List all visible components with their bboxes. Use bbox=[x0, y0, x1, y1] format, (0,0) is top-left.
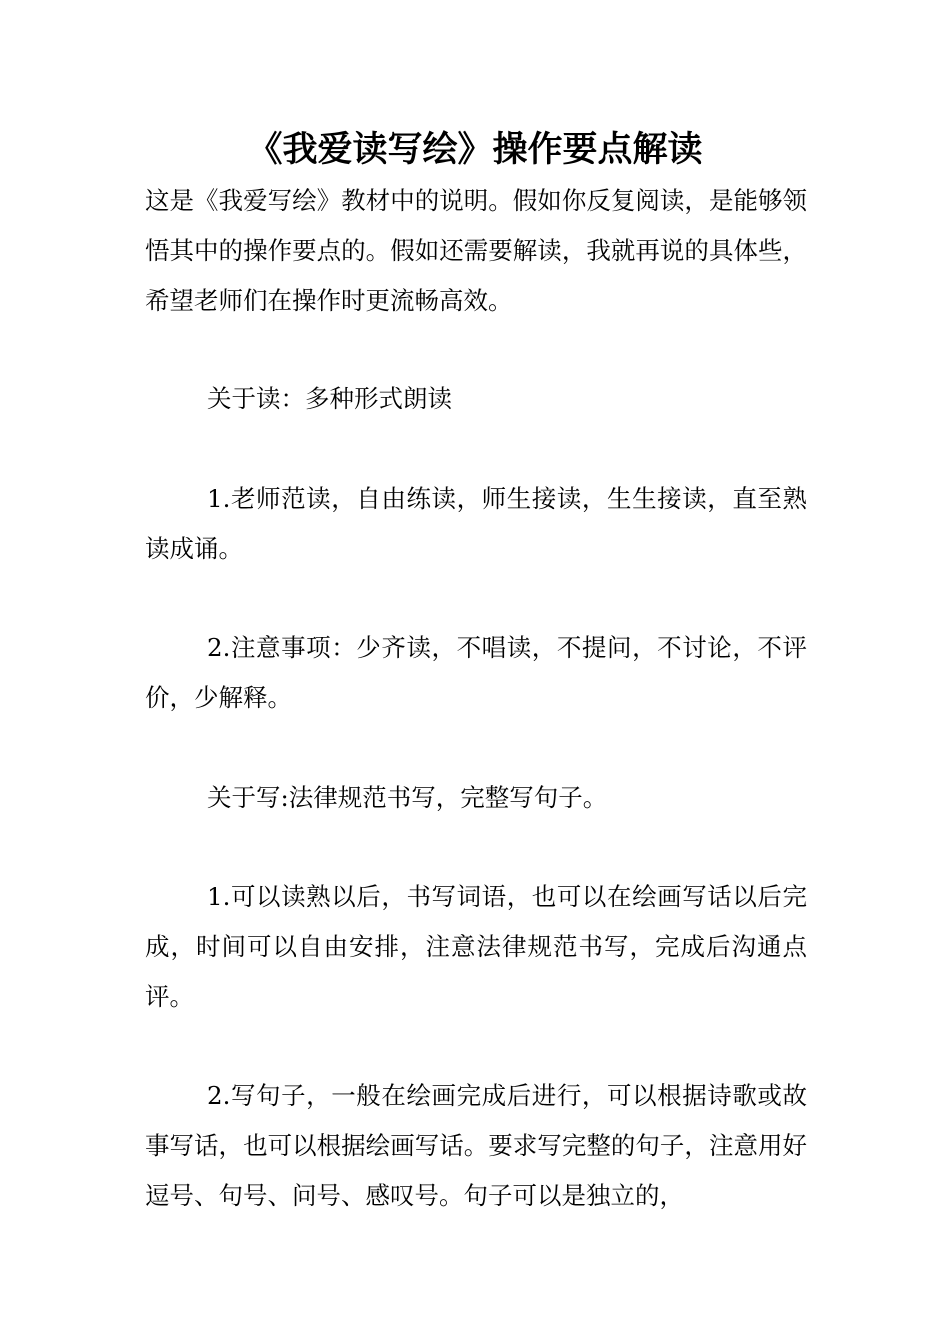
writing-item-2: 2.写句子，一般在绘画完成后进行，可以根据诗歌或故事写话，也可以根据绘画写话。要求写完整的句子，注意用好逗号、句号、问号、感叹号。句子可以是独立的， bbox=[145, 1081, 807, 1210]
section-heading-reading: 关于读：多种形式朗读 bbox=[207, 384, 452, 413]
writing-item-1: 1.可以读熟以后，书写词语，也可以在绘画写话以后完成，时间可以自由安排，注意法律规范书写，完成后沟通点评。 bbox=[145, 882, 807, 1011]
reading-item-2: 2.注意事项：少齐读，不唱读，不提问，不讨论，不评价，少解释。 bbox=[145, 633, 807, 712]
reading-item-1: 1.老师范读，自由练读，师生接读，生生接读，直至熟读成诵。 bbox=[145, 484, 807, 563]
page-title: 《我爱读写绘》操作要点解读 bbox=[247, 130, 703, 170]
intro-paragraph: 这是《我爱写绘》教材中的说明。假如你反复阅读，是能够领悟其中的操作要点的。假如还需要解读，我就再说的具体些，希望老师们在操作时更流畅高效。 bbox=[145, 186, 807, 315]
section-heading-writing: 关于写:法律规范书写，完整写句子。 bbox=[207, 783, 608, 812]
